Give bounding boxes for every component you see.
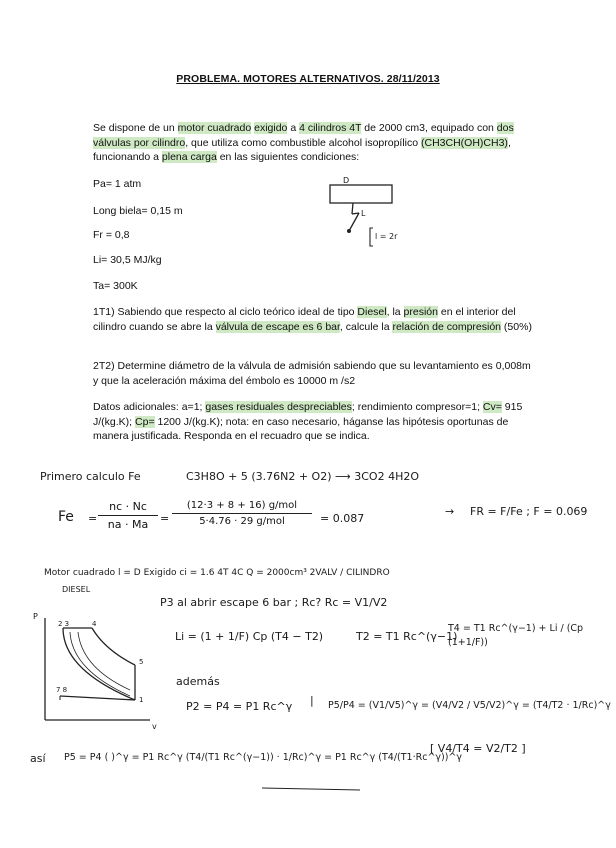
page-title: PROBLEMA. MOTORES ALTERNATIVOS. 28/11/2013 bbox=[176, 73, 440, 85]
condition-li: Li= 30,5 MJ/kg bbox=[93, 254, 162, 266]
hw-equals: = bbox=[160, 512, 170, 525]
hw-fr-equation: FR = F/Fe ; F = 0.069 bbox=[470, 505, 588, 518]
extra-text: Datos adicionales: a=1; bbox=[93, 401, 206, 413]
extra-text: 915 J/(kg.K); bbox=[93, 401, 523, 428]
hw-li-equation: Li = (1 + 1/F) Cp (T4 − T2) bbox=[175, 630, 324, 643]
extra-text: ; rendimiento compresor=1; bbox=[351, 401, 483, 413]
condition-pa: Pa= 1 atm bbox=[93, 178, 142, 190]
pv-point-78: 7 8 bbox=[56, 686, 68, 694]
hw-t2-equation: T2 = T1 Rc^(γ−1) bbox=[356, 630, 458, 643]
hw-t4-equation: T4 = T1 Rc^(γ−1) + Li / (Cp (1+1/F)) bbox=[448, 623, 584, 648]
intro-text: en las siguientes condiciones: bbox=[216, 151, 360, 163]
hw-diesel: DIESEL bbox=[62, 585, 91, 594]
pv-p-axis: P bbox=[33, 612, 38, 621]
q1-text: en el interior del cilindro cuando se abre la bbox=[93, 306, 516, 333]
intro-text: a bbox=[287, 122, 300, 134]
condition-biela: Long biela= 0,15 m bbox=[93, 205, 183, 217]
hw-fe-denominator-values: 5·4.76 · 29 g/mol bbox=[199, 516, 285, 527]
intro-text: de 2000 cm3, equipado con bbox=[361, 122, 497, 134]
sketch-label-d: D bbox=[343, 176, 350, 185]
hw-asi: así bbox=[30, 752, 46, 765]
hw-fe-label: Fe bbox=[58, 509, 74, 525]
hw-ratio-equation: P5/P4 = (V1/V5)^γ = (V4/V2 / V5/V2)^γ = (T4/T2 · 1/Rc)^γ bbox=[328, 700, 611, 711]
sketch-label-stroke: l = 2r bbox=[375, 232, 398, 241]
hw-ademas: además bbox=[176, 675, 220, 688]
question-2: 2T2) Determine diámetro de la válvula de admisión sabiendo que su levantamiento es 0,008m y que la aceleración máxima del émbolo es 10000 m /s2 bbox=[93, 360, 531, 387]
pv-point-1: 1 bbox=[139, 696, 144, 704]
intro-text: , que utiliza como combustible alcohol isopropílico bbox=[185, 136, 422, 149]
highlight: Cp= bbox=[135, 415, 155, 428]
hw-p2-equation: P2 = P4 = P1 Rc^γ bbox=[186, 700, 293, 713]
highlight: (CH3CH(OH)CH3) bbox=[421, 136, 508, 149]
q1-text: , calcule la bbox=[339, 320, 393, 333]
hw-fe-result: = 0.087 bbox=[320, 512, 365, 525]
hw-reaction: C3H8O + 5 (3.76N2 + O2) ⟶ 3CO2 4H2O bbox=[186, 470, 420, 483]
hw-bracket-relation: [ V4/T4 = V2/T2 ] bbox=[430, 742, 526, 755]
highlight: Diesel bbox=[357, 306, 387, 318]
hw-separator: | bbox=[310, 694, 314, 707]
intro-text: Se dispone de un bbox=[93, 122, 178, 134]
highlight: presión bbox=[403, 306, 438, 318]
hw-fe-numerator: nc · Nc bbox=[98, 500, 158, 516]
condition-ta: Ta= 300K bbox=[93, 280, 138, 292]
hw-equals: = bbox=[88, 512, 98, 525]
sketch-label-l: L bbox=[361, 209, 366, 218]
intro-text: , funcionando a bbox=[93, 136, 511, 163]
condition-fr: Fr = 0,8 bbox=[93, 229, 130, 241]
pv-point-23: 2 3 bbox=[58, 620, 70, 628]
pv-point-4: 4 bbox=[92, 620, 97, 628]
q1-text: 1T1) Sabiendo que respecto al ciclo teórico ideal de tipo bbox=[93, 306, 358, 318]
highlight: gases residuales despreciables bbox=[205, 401, 352, 413]
extra-text: 1200 J/(kg.K); nota: en caso necesario, háganse las hipótesis oportunas de manera justificada. Responda en el recuadro que se indica. bbox=[93, 415, 509, 442]
q1-text: (50%) bbox=[501, 320, 532, 333]
hw-first-line: Primero calculo Fe bbox=[40, 470, 141, 483]
highlight: 4 cilindros 4T bbox=[299, 122, 362, 134]
hw-p5-equation: P5 = P4 ( )^γ = P1 Rc^γ (T4/(T1 Rc^(γ−1)) · 1/Rc)^γ = P1 Rc^γ (T4/(T1·Rc^γ))^γ bbox=[64, 752, 463, 763]
highlight: motor cuadrado bbox=[177, 122, 252, 134]
pv-point-5: 5 bbox=[139, 658, 144, 666]
hw-question-rc: P3 al abrir escape 6 bar ; Rc? Rc = V1/V2 bbox=[160, 596, 388, 609]
hw-fe-denominator: na · Ma bbox=[107, 518, 149, 531]
highlight: válvula de escape es 6 bar bbox=[215, 320, 340, 333]
hw-arrow: → bbox=[445, 505, 455, 518]
highlight: dos válvulas por cilindro bbox=[93, 122, 514, 149]
hw-fe-numerator-values: (12·3 + 8 + 16) g/mol bbox=[172, 500, 312, 514]
highlight: exigido bbox=[254, 122, 288, 134]
pv-v-axis: v bbox=[152, 722, 157, 731]
q1-text: , la bbox=[386, 306, 404, 318]
highlight: Cv= bbox=[482, 401, 502, 413]
highlight: relación de compresión bbox=[392, 320, 502, 333]
highlight: plena carga bbox=[161, 151, 217, 163]
hw-motor-line: Motor cuadrado l = D Exigido ci = 1.6 4T 4C Q = 2000cm³ 2VALV / CILINDRO bbox=[44, 568, 390, 578]
